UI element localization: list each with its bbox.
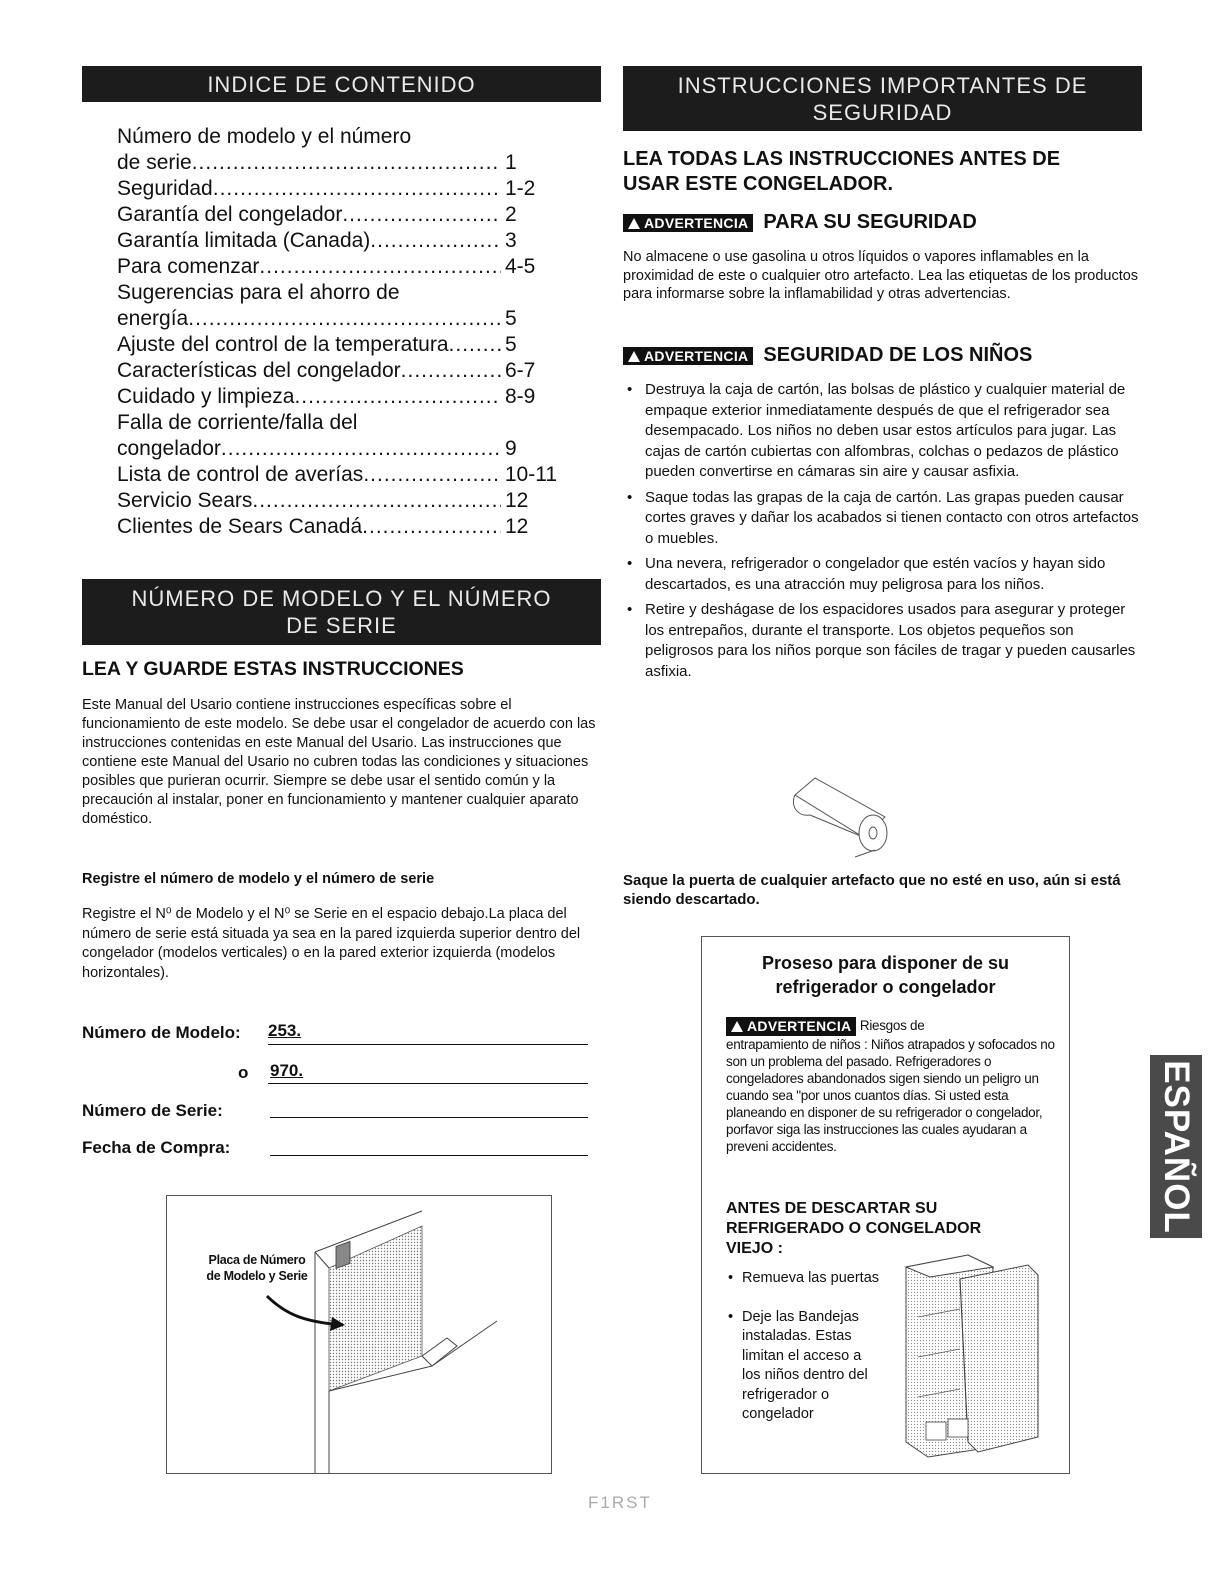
toc-page-number: 5 [505,333,517,356]
safety-header: INSTRUCCIONES IMPORTANTES DE SEGURIDAD [623,66,1142,131]
child-safety-list [623,380,1143,687]
list-item: • Destruya la caja de cartón, las bolsas de plástico y cualquier material de empaque exterior inmediatamente después de que el refrigerador sea desempacado. Los niños no deben usar estos artículos para jugar. Las cajas de cartón cubiertas con alfombras, colchas o pedazos de plástico pueden convertirse en cámaras sin aire y causar asfixia. [623,380,1143,483]
toc-entry: Garantía del congelador ..... 2 [117,202,557,228]
toc-page-number: 12 [505,515,529,538]
toc-entry: congelador ..... 9 [117,436,557,462]
toc-entry: Seguridad ..... 1-2 [117,176,557,202]
freezer-illustration [898,1237,1058,1462]
toc-leader-dots [188,306,501,332]
toc-page-number: 12 [505,489,529,512]
toc-entry: Clientes de Sears Canadá ..... 12 [117,514,557,540]
manual-paragraph: Este Manual del Usario contiene instrucciones específicas sobre el funcionamiento de este modelo. Se debe usar el congelador de acuerdo con las instrucciones contenidas en este Manual del Usario. Las instrucciones que contiene este Manual del Usario no cubren todas las condiciones y situaciones posibles que purieran ocurrir. Siempre se debe usar el sentido común y la precaución al instalar, poner en funcionamiento y mantener cualquier aparato doméstico. [82,697,596,827]
serial-plate-figure [166,1195,552,1474]
disposal-risk: ADVERTENCIA Riesgos de entrapamiento de niños : Niños atrapados y sofocados no son un problema del pasado. Refrigeradores o congeladores abandonados sigen siendo un peligro un cuando sea "por unos cuantos días. Si usted esta planeando en disponer de su refrigerador o congelador, porfavor siga las instrucciones las cuales ayudaran a preveni accidentes. [726,1018,1055,1154]
toc-leader-dots [259,254,501,280]
toc-leader-dots [449,332,501,358]
toc-leader-dots [401,358,501,384]
before-discard-list [724,1269,879,1430]
toc-page-number: 9 [505,437,517,460]
toc-leader-dots [252,488,501,514]
child-safety-heading-row [623,344,1032,367]
child-safety-heading: SEGURIDAD DE LOS NIÑOS [763,344,1033,366]
page-footer: F1RST [588,1493,652,1512]
toc-entry: Cuidado y limpieza ..... 8-9 [117,384,557,410]
model-number-line-2[interactable] [268,1083,588,1084]
toc-entry: Falla de corriente/falla del [117,411,358,434]
freezer-corner-drawing [167,1196,551,1473]
toc-page-number: 10-11 [504,463,557,486]
toc-page-number: 3 [505,229,517,252]
toc-page-number: 6-7 [505,359,536,382]
list-item: • Una nevera, refrigerador o congelador que estén vacíos y hayan sido descartados, es una atracción muy peligrosa para los niños. [623,554,1143,595]
toc-page-number: 1-2 [505,177,536,200]
for-safety-paragraph: No almacene o use gasolina u otros líquidos o vapores inflamables en la proximidad de este o cualquier otro artefacto. Lea las etiquetas de los productos para informarse sobre la inflamabilidad y otras advertencias. [623,249,1139,302]
toc-entry: Número de modelo y el número [117,125,412,148]
read-keep-heading: LEA Y GUARDE ESTAS INSTRUCCIONES [82,658,464,680]
warning-badge: ADVERTENCIA [623,214,753,232]
model-number-value-2: 970. [270,1061,304,1080]
toc-leader-dots [363,462,501,488]
serial-number-line[interactable] [270,1117,588,1118]
serial-number-label: Número de Serie: [82,1101,223,1120]
warning-triangle-icon [731,1021,743,1032]
toc-entry: Sugerencias para el ahorro de [117,281,400,304]
toc-page-number: 5 [505,307,517,330]
purchase-date-label: Fecha de Compra: [82,1138,231,1157]
toc-page-number: 2 [505,203,517,226]
warning-badge-2: ADVERTENCIA [623,347,753,365]
warning-badge-3: ADVERTENCIA [726,1017,856,1036]
warning-triangle-icon [628,218,640,229]
read-all-heading: LEA TODAS LAS INSTRUCCIONES ANTES DE USAR ESTE CONGELADOR. [623,148,1061,195]
toc-leader-dots [213,176,501,202]
toc-leader-dots [342,202,501,228]
disposal-title: Proseso para disponer de su refrigerador o congelador [761,953,1010,997]
model-serial-header: NÚMERO DE MODELO Y EL NÚMERO DE SERIE [82,579,601,645]
list-item: • Deje las Bandejas instaladas. Estas limitan el acceso a los niños dentro del refrigerador o congelador [724,1308,879,1425]
list-item: • Remueva las puertas [724,1269,879,1289]
toc-leader-dots [192,150,501,176]
toc-page-number: 1 [505,151,517,174]
list-item: • Retire y deshágase de los espacidores usados para asegurar y proteger los entrepaños, durante el transporte. Los objetos pequeños son peligrosos para los niños porque son fáciles de tragar y pueden causarles asfixia. [623,600,1143,682]
toc-leader-dots [370,228,501,254]
model-number-label: Número de Modelo: [82,1023,241,1042]
for-safety-heading-row [623,211,977,234]
table-of-contents [117,124,557,540]
toc-header: INDICE DE CONTENIDO [82,66,601,102]
toc-entry: Ajuste del control de la temperatura ..... 5 [117,332,557,358]
remove-door-note: Saque la puerta de cualquier artefacto que no esté en uso, aún si está siendo descartado. [623,872,1121,908]
for-safety-heading: PARA SU SEGURIDAD [763,211,977,233]
toc-leader-dots [362,514,501,540]
toc-entry: Garantía limitada (Canada) ..... 3 [117,228,557,254]
warning-triangle-icon [628,351,640,362]
toc-entry: Para comenzar ..... 4-5 [117,254,557,280]
purchase-date-line[interactable] [270,1155,588,1156]
model-number-line[interactable] [268,1044,588,1045]
toc-page-number: 4-5 [505,255,536,278]
toc-entry: Servicio Sears ..... 12 [117,488,557,514]
before-discard-heading: ANTES DE DESCARTAR SU REFRIGERADO O CONGELADOR VIEJO : [726,1200,982,1257]
or-label: o [238,1063,249,1082]
language-side-tab: ESPAÑOL [1150,1055,1202,1238]
toc-entry: de serie ..... 1 [117,150,557,176]
toc-page-number: 8-9 [505,385,536,408]
list-item: • Saque todas las grapas de la caja de cartón. Las grapas pueden causar cortes graves y dañar los acabados si tienen contacto con otros artefactos o muebles. [623,488,1143,550]
disposal-box [701,936,1070,1474]
register-paragraph: Registre el N⁰ de Modelo y el N⁰ se Serie en el espacio debajo.La placa del número de serie está situada ya sea en la pared izquierda superior dentro del congelador (modelos verticales) o en la pared exterior izquierda (modelos horizontales). [82,906,581,981]
plate-caption: Placa de Número de Modelo y Serie [206,1253,308,1283]
toc-entry: Lista de control de averías ..... 10-11 [117,462,557,488]
toc-entry: Características del congelador ..... 6-7 [117,358,557,384]
toc-leader-dots [221,436,501,462]
register-heading: Registre el número de modelo y el número de serie [82,871,435,887]
model-number-value: 253. [268,1021,302,1040]
toc-leader-dots [294,384,501,410]
toc-entry: energía ..... 5 [117,306,557,332]
spacer-illustration [785,775,895,860]
